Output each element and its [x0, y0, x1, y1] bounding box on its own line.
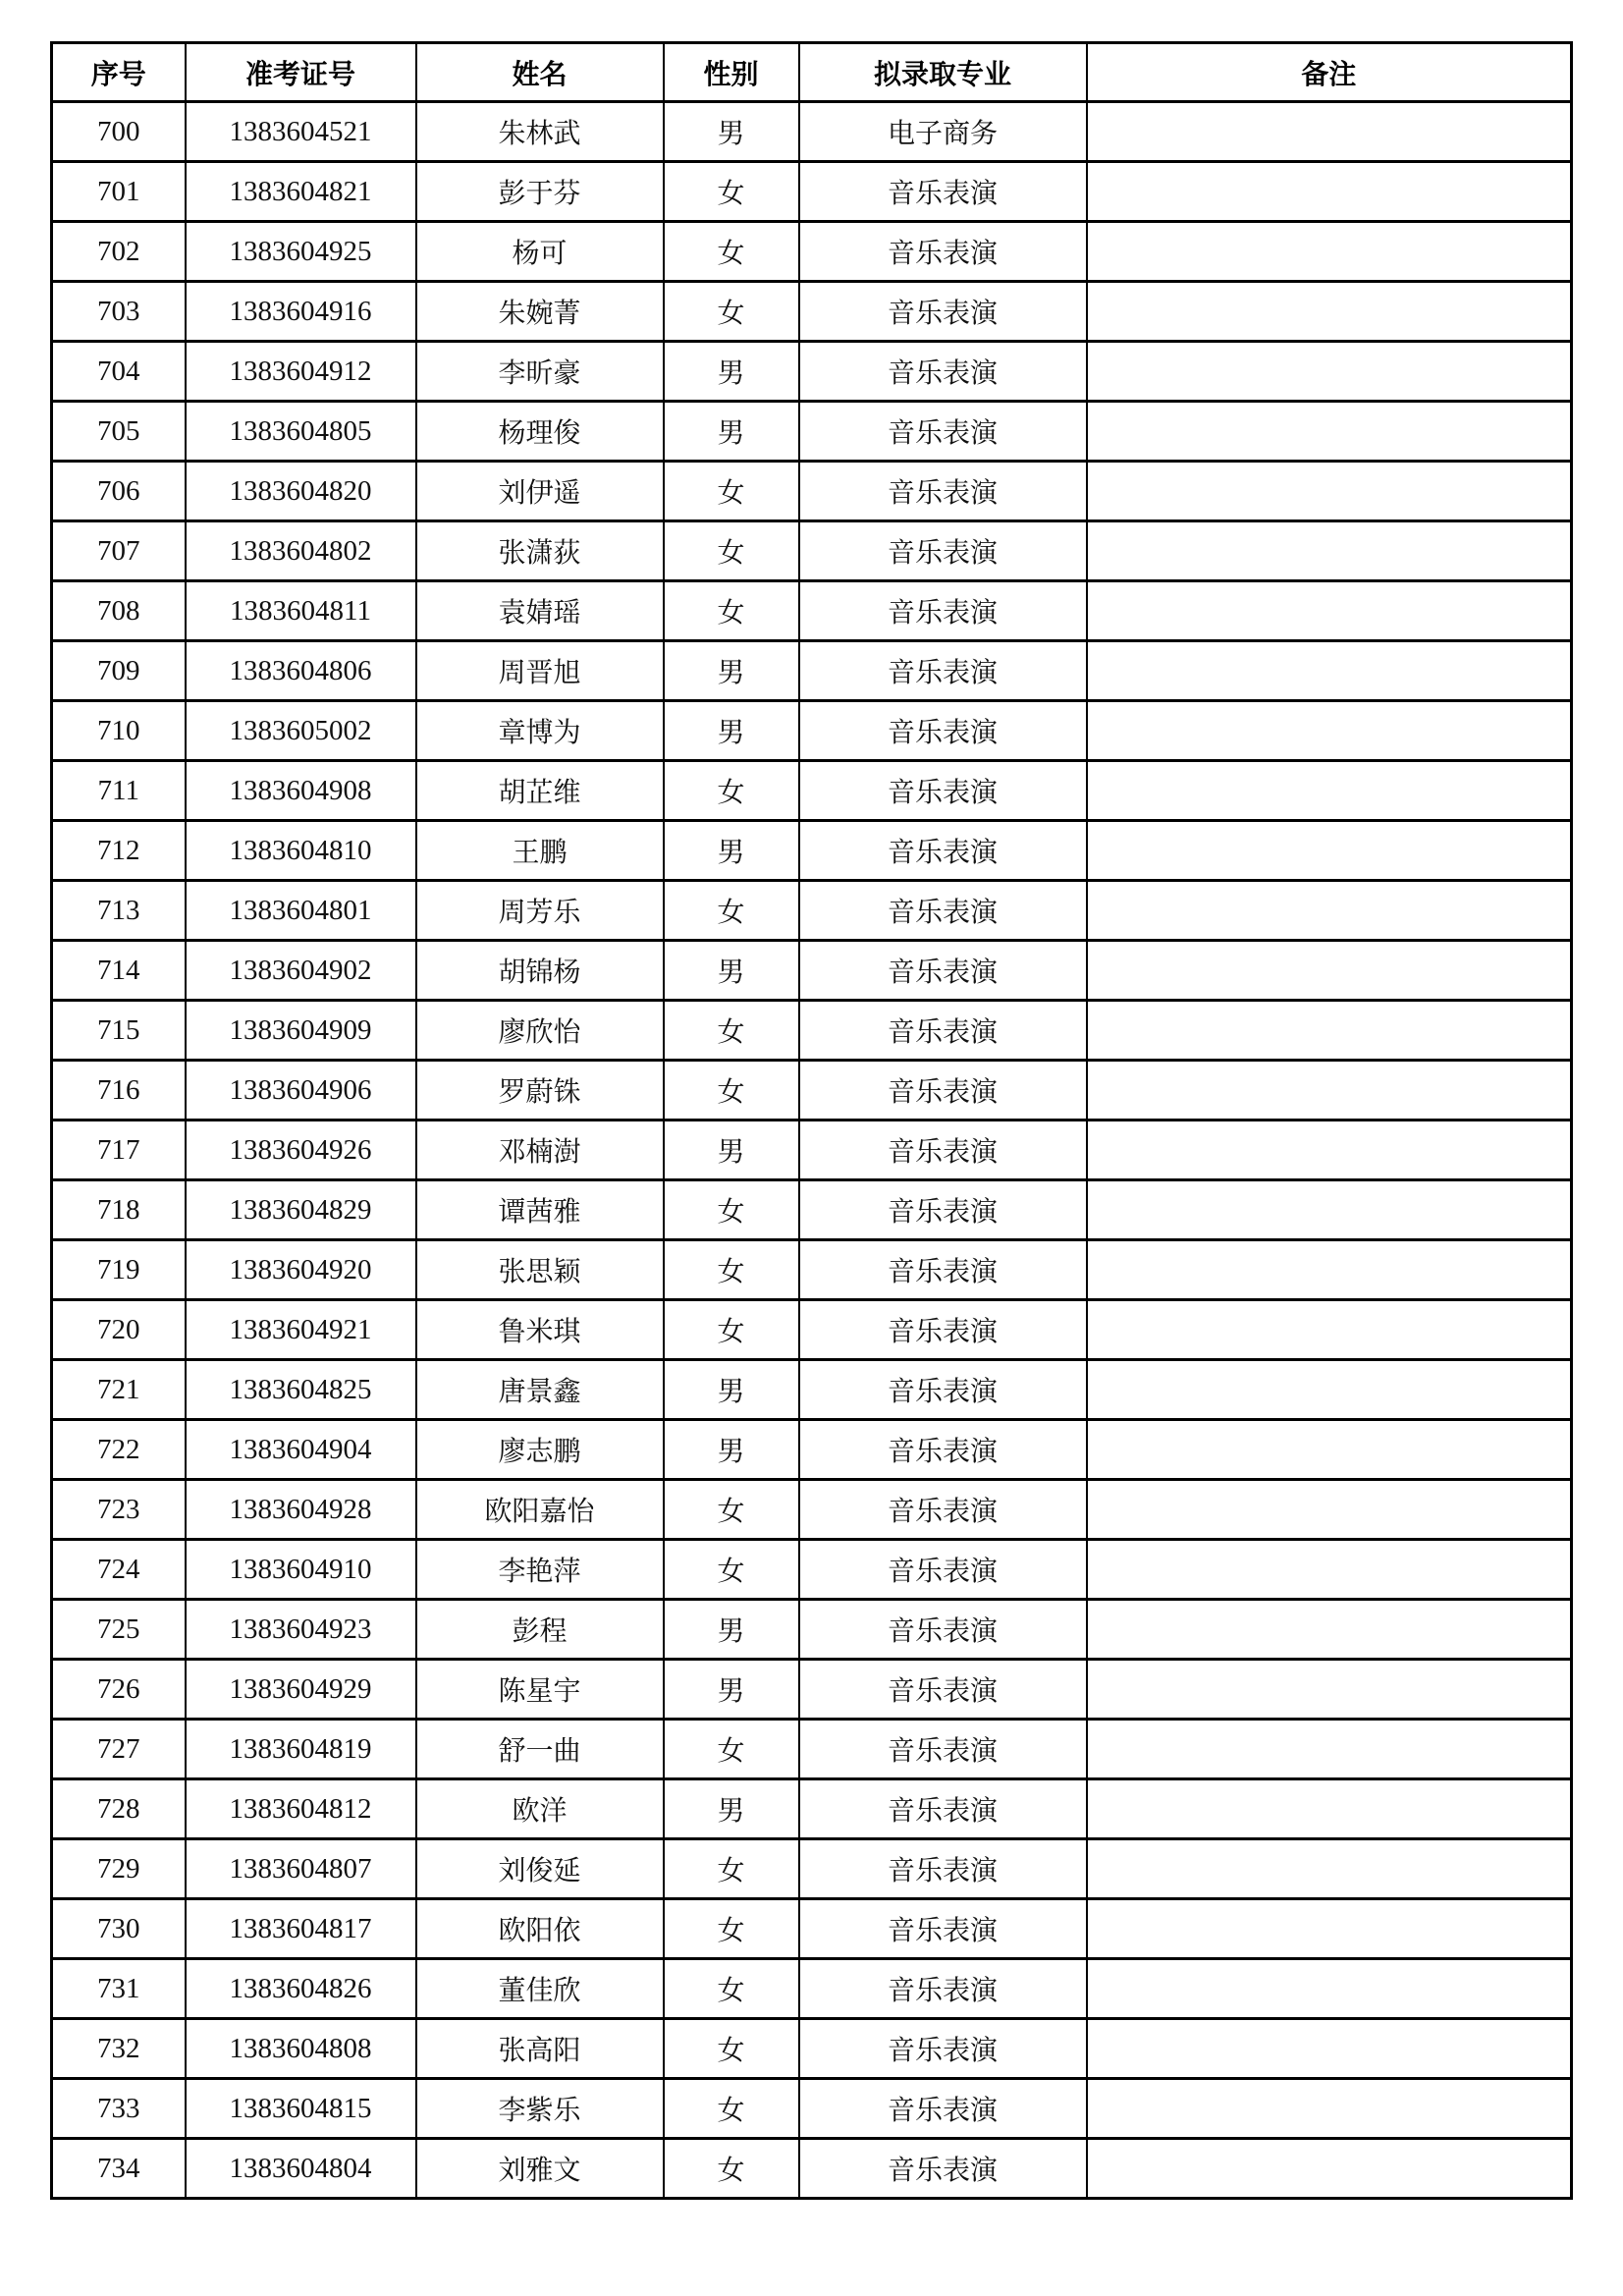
cell-remarks	[1087, 162, 1572, 222]
cell-remarks	[1087, 462, 1572, 521]
header-exam-id: 准考证号	[186, 43, 416, 102]
cell-remarks	[1087, 282, 1572, 342]
cell-remarks	[1087, 102, 1572, 162]
cell-exam-id: 1383604521	[186, 102, 416, 162]
cell-seq: 702	[52, 222, 186, 282]
cell-seq: 711	[52, 761, 186, 821]
cell-name: 罗蔚铢	[416, 1061, 664, 1121]
cell-seq: 710	[52, 701, 186, 761]
cell-seq: 709	[52, 641, 186, 701]
table-row	[52, 1180, 1572, 1240]
cell-name: 杨理俊	[416, 402, 664, 462]
cell-name: 袁婧瑶	[416, 581, 664, 641]
cell-seq: 733	[52, 2079, 186, 2139]
cell-seq: 721	[52, 1360, 186, 1420]
cell-name: 章博为	[416, 701, 664, 761]
cell-seq: 705	[52, 402, 186, 462]
cell-major: 音乐表演	[799, 581, 1087, 641]
cell-gender: 女	[664, 222, 799, 282]
cell-remarks	[1087, 1839, 1572, 1899]
cell-exam-id: 1383605002	[186, 701, 416, 761]
cell-exam-id: 1383604804	[186, 2139, 416, 2199]
header-name: 姓名	[416, 43, 664, 102]
cell-major: 音乐表演	[799, 342, 1087, 402]
cell-exam-id: 1383604902	[186, 941, 416, 1001]
cell-remarks	[1087, 1480, 1572, 1540]
cell-name: 欧洋	[416, 1779, 664, 1839]
table-row	[52, 1839, 1572, 1899]
cell-exam-id: 1383604825	[186, 1360, 416, 1420]
table-row	[52, 941, 1572, 1001]
cell-seq: 725	[52, 1600, 186, 1660]
cell-name: 舒一曲	[416, 1720, 664, 1779]
cell-seq: 720	[52, 1300, 186, 1360]
cell-remarks	[1087, 821, 1572, 881]
cell-seq: 719	[52, 1240, 186, 1300]
cell-exam-id: 1383604929	[186, 1660, 416, 1720]
cell-remarks	[1087, 641, 1572, 701]
cell-gender: 女	[664, 1720, 799, 1779]
cell-remarks	[1087, 222, 1572, 282]
cell-remarks	[1087, 581, 1572, 641]
cell-remarks	[1087, 2079, 1572, 2139]
table-row	[52, 1121, 1572, 1180]
cell-exam-id: 1383604925	[186, 222, 416, 282]
cell-major: 音乐表演	[799, 2139, 1087, 2199]
table-row	[52, 1240, 1572, 1300]
table-row	[52, 282, 1572, 342]
cell-major: 音乐表演	[799, 1600, 1087, 1660]
header-remarks: 备注	[1087, 43, 1572, 102]
cell-name: 张高阳	[416, 2019, 664, 2079]
cell-name: 谭茜雅	[416, 1180, 664, 1240]
header-gender: 性别	[664, 43, 799, 102]
cell-major: 音乐表演	[799, 1540, 1087, 1600]
cell-major: 音乐表演	[799, 941, 1087, 1001]
cell-remarks	[1087, 1899, 1572, 1959]
cell-seq: 723	[52, 1480, 186, 1540]
cell-exam-id: 1383604811	[186, 581, 416, 641]
table-row	[52, 1899, 1572, 1959]
cell-gender: 女	[664, 1001, 799, 1061]
table-row	[52, 701, 1572, 761]
cell-remarks	[1087, 2019, 1572, 2079]
cell-gender: 男	[664, 1779, 799, 1839]
cell-seq: 716	[52, 1061, 186, 1121]
cell-gender: 女	[664, 521, 799, 581]
cell-major: 音乐表演	[799, 162, 1087, 222]
cell-seq: 715	[52, 1001, 186, 1061]
cell-gender: 女	[664, 1061, 799, 1121]
cell-seq: 722	[52, 1420, 186, 1480]
cell-name: 王鹏	[416, 821, 664, 881]
cell-exam-id: 1383604815	[186, 2079, 416, 2139]
table-row	[52, 1061, 1572, 1121]
cell-exam-id: 1383604820	[186, 462, 416, 521]
cell-seq: 701	[52, 162, 186, 222]
table-row	[52, 1360, 1572, 1420]
cell-exam-id: 1383604910	[186, 1540, 416, 1600]
cell-gender: 男	[664, 1360, 799, 1420]
table-body	[52, 102, 1572, 2199]
cell-major: 音乐表演	[799, 222, 1087, 282]
cell-exam-id: 1383604805	[186, 402, 416, 462]
cell-seq: 724	[52, 1540, 186, 1600]
cell-seq: 726	[52, 1660, 186, 1720]
admission-list-table	[50, 41, 1573, 2200]
cell-major: 音乐表演	[799, 821, 1087, 881]
cell-exam-id: 1383604826	[186, 1959, 416, 2019]
cell-gender: 男	[664, 102, 799, 162]
cell-major: 音乐表演	[799, 1779, 1087, 1839]
cell-seq: 714	[52, 941, 186, 1001]
cell-name: 欧阳依	[416, 1899, 664, 1959]
cell-gender: 男	[664, 941, 799, 1001]
cell-name: 刘雅文	[416, 2139, 664, 2199]
cell-exam-id: 1383604912	[186, 342, 416, 402]
cell-gender: 女	[664, 2079, 799, 2139]
cell-exam-id: 1383604908	[186, 761, 416, 821]
table-row	[52, 1480, 1572, 1540]
table-row	[52, 1720, 1572, 1779]
cell-remarks	[1087, 1660, 1572, 1720]
cell-gender: 女	[664, 1899, 799, 1959]
table-row	[52, 761, 1572, 821]
cell-exam-id: 1383604819	[186, 1720, 416, 1779]
cell-gender: 女	[664, 1300, 799, 1360]
header-major: 拟录取专业	[799, 43, 1087, 102]
table-row	[52, 162, 1572, 222]
cell-seq: 718	[52, 1180, 186, 1240]
cell-gender: 女	[664, 1839, 799, 1899]
cell-remarks	[1087, 1720, 1572, 1779]
cell-gender: 女	[664, 1540, 799, 1600]
table-row	[52, 641, 1572, 701]
cell-seq: 730	[52, 1899, 186, 1959]
cell-gender: 女	[664, 581, 799, 641]
cell-major: 音乐表演	[799, 282, 1087, 342]
table-row	[52, 2079, 1572, 2139]
cell-exam-id: 1383604808	[186, 2019, 416, 2079]
cell-seq: 703	[52, 282, 186, 342]
cell-gender: 女	[664, 162, 799, 222]
cell-major: 音乐表演	[799, 521, 1087, 581]
cell-gender: 男	[664, 701, 799, 761]
table-row	[52, 1959, 1572, 2019]
cell-major: 音乐表演	[799, 1480, 1087, 1540]
table-row	[52, 521, 1572, 581]
cell-name: 杨可	[416, 222, 664, 282]
cell-major: 音乐表演	[799, 641, 1087, 701]
cell-seq: 734	[52, 2139, 186, 2199]
cell-exam-id: 1383604806	[186, 641, 416, 701]
cell-exam-id: 1383604916	[186, 282, 416, 342]
cell-major: 音乐表演	[799, 1360, 1087, 1420]
table-row	[52, 1001, 1572, 1061]
cell-gender: 女	[664, 2139, 799, 2199]
cell-seq: 732	[52, 2019, 186, 2079]
cell-name: 廖志鹏	[416, 1420, 664, 1480]
cell-remarks	[1087, 342, 1572, 402]
cell-exam-id: 1383604906	[186, 1061, 416, 1121]
cell-remarks	[1087, 1959, 1572, 2019]
cell-major: 音乐表演	[799, 1839, 1087, 1899]
cell-seq: 700	[52, 102, 186, 162]
cell-exam-id: 1383604821	[186, 162, 416, 222]
cell-remarks	[1087, 881, 1572, 941]
table-row	[52, 1660, 1572, 1720]
cell-remarks	[1087, 521, 1572, 581]
cell-remarks	[1087, 701, 1572, 761]
cell-seq: 717	[52, 1121, 186, 1180]
cell-major: 音乐表演	[799, 761, 1087, 821]
cell-gender: 女	[664, 462, 799, 521]
table-row	[52, 1779, 1572, 1839]
cell-remarks	[1087, 1540, 1572, 1600]
cell-name: 彭程	[416, 1600, 664, 1660]
cell-seq: 713	[52, 881, 186, 941]
cell-gender: 男	[664, 342, 799, 402]
cell-name: 朱婉菁	[416, 282, 664, 342]
cell-major: 音乐表演	[799, 1660, 1087, 1720]
cell-major: 音乐表演	[799, 1061, 1087, 1121]
cell-seq: 731	[52, 1959, 186, 2019]
cell-remarks	[1087, 1600, 1572, 1660]
cell-remarks	[1087, 1300, 1572, 1360]
cell-exam-id: 1383604926	[186, 1121, 416, 1180]
cell-name: 朱林武	[416, 102, 664, 162]
cell-name: 周芳乐	[416, 881, 664, 941]
table-row	[52, 402, 1572, 462]
cell-gender: 男	[664, 1420, 799, 1480]
table-row	[52, 821, 1572, 881]
cell-major: 音乐表演	[799, 1180, 1087, 1240]
cell-remarks	[1087, 2139, 1572, 2199]
cell-gender: 女	[664, 282, 799, 342]
cell-major: 音乐表演	[799, 402, 1087, 462]
cell-seq: 727	[52, 1720, 186, 1779]
cell-gender: 女	[664, 761, 799, 821]
cell-seq: 706	[52, 462, 186, 521]
table-row	[52, 1300, 1572, 1360]
cell-major: 电子商务	[799, 102, 1087, 162]
cell-name: 李紫乐	[416, 2079, 664, 2139]
header-row	[52, 43, 1572, 102]
cell-name: 廖欣怡	[416, 1001, 664, 1061]
cell-gender: 女	[664, 1180, 799, 1240]
cell-name: 邓楠澍	[416, 1121, 664, 1180]
cell-remarks	[1087, 941, 1572, 1001]
table-row	[52, 1420, 1572, 1480]
cell-name: 唐景鑫	[416, 1360, 664, 1420]
cell-seq: 728	[52, 1779, 186, 1839]
table-row	[52, 342, 1572, 402]
cell-major: 音乐表演	[799, 1240, 1087, 1300]
cell-name: 周晋旭	[416, 641, 664, 701]
cell-exam-id: 1383604829	[186, 1180, 416, 1240]
table-row	[52, 1600, 1572, 1660]
cell-exam-id: 1383604817	[186, 1899, 416, 1959]
cell-name: 胡锦杨	[416, 941, 664, 1001]
header-seq: 序号	[52, 43, 186, 102]
cell-major: 音乐表演	[799, 462, 1087, 521]
cell-gender: 女	[664, 1480, 799, 1540]
cell-remarks	[1087, 1779, 1572, 1839]
cell-exam-id: 1383604928	[186, 1480, 416, 1540]
cell-name: 胡芷维	[416, 761, 664, 821]
cell-gender: 男	[664, 641, 799, 701]
cell-remarks	[1087, 1061, 1572, 1121]
table-row	[52, 1540, 1572, 1600]
cell-exam-id: 1383604802	[186, 521, 416, 581]
cell-name: 张潇荻	[416, 521, 664, 581]
cell-major: 音乐表演	[799, 881, 1087, 941]
cell-name: 张思颖	[416, 1240, 664, 1300]
cell-remarks	[1087, 1121, 1572, 1180]
cell-name: 彭于芬	[416, 162, 664, 222]
cell-exam-id: 1383604920	[186, 1240, 416, 1300]
cell-name: 李昕豪	[416, 342, 664, 402]
cell-major: 音乐表演	[799, 2079, 1087, 2139]
cell-remarks	[1087, 1180, 1572, 1240]
cell-major: 音乐表演	[799, 701, 1087, 761]
cell-exam-id: 1383604921	[186, 1300, 416, 1360]
table-row	[52, 2139, 1572, 2199]
cell-remarks	[1087, 761, 1572, 821]
cell-seq: 712	[52, 821, 186, 881]
cell-gender: 男	[664, 1121, 799, 1180]
cell-gender: 女	[664, 1240, 799, 1300]
cell-gender: 男	[664, 821, 799, 881]
table-row	[52, 102, 1572, 162]
cell-seq: 708	[52, 581, 186, 641]
cell-exam-id: 1383604810	[186, 821, 416, 881]
cell-major: 音乐表演	[799, 1720, 1087, 1779]
cell-major: 音乐表演	[799, 1001, 1087, 1061]
cell-exam-id: 1383604801	[186, 881, 416, 941]
cell-gender: 女	[664, 881, 799, 941]
cell-major: 音乐表演	[799, 1121, 1087, 1180]
cell-major: 音乐表演	[799, 1959, 1087, 2019]
cell-seq: 707	[52, 521, 186, 581]
cell-name: 刘伊遥	[416, 462, 664, 521]
cell-remarks	[1087, 1001, 1572, 1061]
cell-seq: 729	[52, 1839, 186, 1899]
cell-gender: 男	[664, 1600, 799, 1660]
cell-gender: 女	[664, 1959, 799, 2019]
table-row	[52, 881, 1572, 941]
cell-major: 音乐表演	[799, 1420, 1087, 1480]
cell-exam-id: 1383604923	[186, 1600, 416, 1660]
cell-name: 董佳欣	[416, 1959, 664, 2019]
cell-exam-id: 1383604807	[186, 1839, 416, 1899]
cell-name: 欧阳嘉怡	[416, 1480, 664, 1540]
cell-major: 音乐表演	[799, 1300, 1087, 1360]
cell-name: 鲁米琪	[416, 1300, 664, 1360]
cell-remarks	[1087, 1240, 1572, 1300]
cell-name: 李艳萍	[416, 1540, 664, 1600]
table-row	[52, 581, 1572, 641]
cell-gender: 男	[664, 1660, 799, 1720]
cell-seq: 704	[52, 342, 186, 402]
table-row	[52, 462, 1572, 521]
cell-remarks	[1087, 1360, 1572, 1420]
cell-name: 陈星宇	[416, 1660, 664, 1720]
cell-gender: 男	[664, 402, 799, 462]
cell-exam-id: 1383604812	[186, 1779, 416, 1839]
cell-remarks	[1087, 1420, 1572, 1480]
cell-remarks	[1087, 402, 1572, 462]
cell-gender: 女	[664, 2019, 799, 2079]
table-row	[52, 2019, 1572, 2079]
cell-exam-id: 1383604909	[186, 1001, 416, 1061]
cell-name: 刘俊延	[416, 1839, 664, 1899]
cell-major: 音乐表演	[799, 2019, 1087, 2079]
cell-major: 音乐表演	[799, 1899, 1087, 1959]
table-row	[52, 222, 1572, 282]
cell-exam-id: 1383604904	[186, 1420, 416, 1480]
